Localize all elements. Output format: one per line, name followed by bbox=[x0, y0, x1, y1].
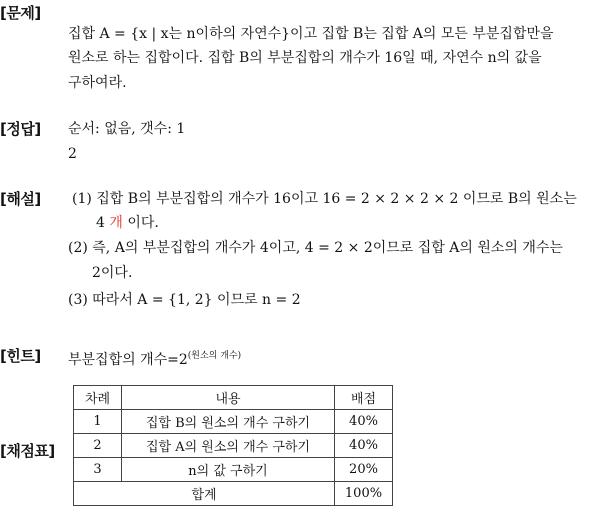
total-row bbox=[74, 482, 393, 506]
table-row bbox=[74, 434, 393, 458]
solution-step-2-cont: 2이다. bbox=[92, 265, 133, 281]
hint-formula: 부분집합의 개수=2 bbox=[68, 352, 188, 368]
row-order: 2 bbox=[74, 434, 122, 458]
solution-count: 4 bbox=[96, 215, 105, 231]
table-row bbox=[74, 410, 393, 434]
row-score: 20% bbox=[335, 458, 393, 482]
answer-line-2: 2 bbox=[68, 146, 77, 162]
grading-table bbox=[73, 385, 393, 506]
answer-line-1: 순서: 없음, 갯수: 1 bbox=[68, 121, 186, 137]
hint-text bbox=[68, 346, 241, 370]
hint-label: [힌트] bbox=[0, 347, 41, 365]
row-content: 집합 A의 원소의 개수 구하기 bbox=[122, 434, 335, 458]
row-order: 3 bbox=[74, 458, 122, 482]
header-order: 차례 bbox=[74, 386, 122, 410]
total-value: 100% bbox=[335, 482, 393, 506]
solution-red-unit: 개 bbox=[109, 215, 123, 231]
problem-line-1: 집합 A = {x | x는 n이하의 자연수}이고 집합 B는 집합 A의 모든 부분집합만을 bbox=[68, 26, 554, 42]
solution-step-1: (1) 집합 B의 부분집합의 개수가 16이고 16 = 2 × 2 × 2 × 2 이므로 B의 원소는 bbox=[72, 191, 577, 207]
solution-label: [해설] bbox=[0, 190, 41, 208]
problem-line-2: 원소로 하는 집합이다. 집합 B의 부분집합의 개수가 16일 때, 자연수 n의 값을 bbox=[68, 50, 542, 66]
row-score: 40% bbox=[335, 410, 393, 434]
row-order: 1 bbox=[74, 410, 122, 434]
solution-step-3: (3) 따라서 A = {1, 2} 이므로 n = 2 bbox=[68, 292, 301, 308]
header-score: 배점 bbox=[335, 386, 393, 410]
hint-exponent: (원소의 개수) bbox=[187, 351, 242, 361]
solution-step-2: (2) 즉, A의 부분집합의 개수가 4이고, 4 = 2 × 2이므로 집합 A의 원소의 개수는 bbox=[68, 240, 563, 256]
solution-step-1-rest: 이다. bbox=[127, 215, 159, 231]
answer-label: [정답] bbox=[0, 120, 41, 138]
problem-label: [문제] bbox=[0, 4, 41, 22]
problem-line-3: 구하여라. bbox=[68, 75, 127, 91]
row-content: n의 값 구하기 bbox=[122, 458, 335, 482]
total-label: 합계 bbox=[74, 482, 335, 506]
solution-step-1-cont bbox=[96, 213, 159, 233]
row-score: 40% bbox=[335, 434, 393, 458]
table-row bbox=[74, 458, 393, 482]
grading-header-row bbox=[74, 386, 393, 410]
grading-label: [채점표] bbox=[0, 442, 55, 460]
header-content: 내용 bbox=[122, 386, 335, 410]
row-content: 집합 B의 원소의 개수 구하기 bbox=[122, 410, 335, 434]
